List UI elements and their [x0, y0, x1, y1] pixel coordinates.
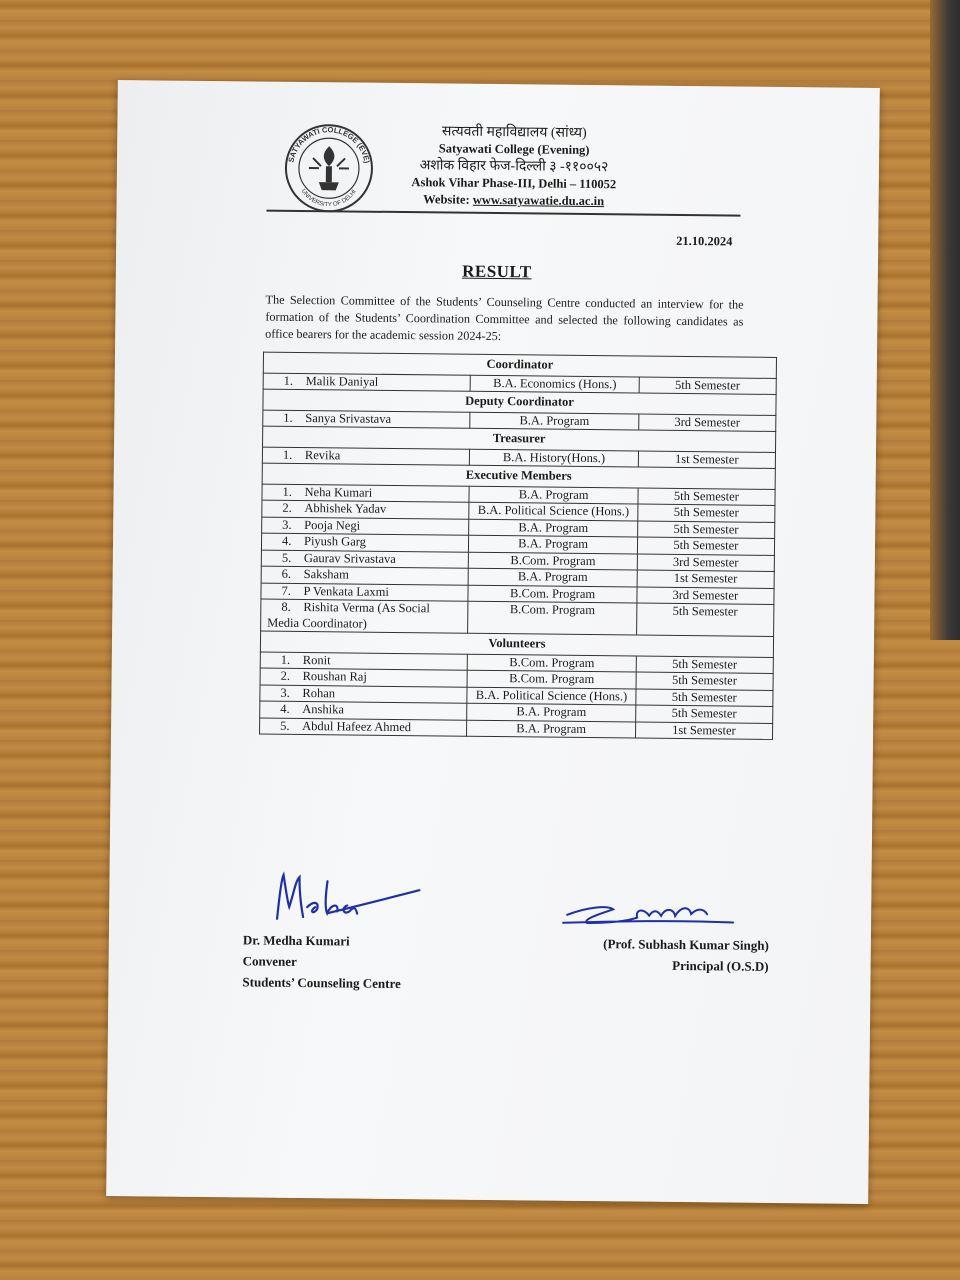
- candidate-name: Gaurav Srivastava: [303, 550, 396, 566]
- convener-block: [242, 929, 401, 994]
- row-number: 7.: [281, 583, 291, 598]
- candidate-cell: [261, 599, 469, 633]
- row-number: 6.: [281, 566, 292, 581]
- section-title: Coordinator: [263, 352, 776, 378]
- candidate-cell: [261, 583, 469, 602]
- course-cell: B.A. Program: [467, 720, 635, 738]
- semester-cell: 5th Semester: [637, 504, 774, 522]
- semester-cell: 5th Semester: [637, 521, 774, 539]
- candidate-cell: [262, 517, 470, 536]
- candidate-name: Anshika: [302, 702, 345, 717]
- website-link[interactable]: www.satyawatie.du.ac.in: [472, 192, 605, 209]
- result-table: [259, 352, 777, 740]
- subhash-signature: [557, 885, 747, 935]
- semester-cell: 5th Semester: [636, 603, 774, 636]
- candidate-cell: [260, 701, 468, 720]
- course-cell: B.Com. Program: [468, 585, 636, 603]
- semester-cell: 1st Semester: [637, 570, 774, 588]
- section-title: Volunteers: [260, 631, 773, 657]
- principal-role: Principal (O.S.D): [672, 957, 769, 974]
- row-number: 5.: [281, 550, 292, 565]
- candidate-name: Roushan Raj: [302, 669, 367, 684]
- candidate-name: Ronit: [302, 652, 331, 667]
- candidate-cell: [263, 373, 471, 392]
- course-cell: B.A. Political Science (Hons.): [469, 502, 637, 520]
- candidate-name: Piyush Garg: [303, 534, 367, 549]
- course-cell: B.Com. Program: [468, 654, 636, 672]
- candidate-cell: [263, 410, 471, 429]
- course-cell: B.Com. Program: [469, 552, 637, 570]
- course-cell: B.A. Program: [469, 486, 637, 504]
- letterhead: [379, 123, 650, 211]
- candidate-cell: [261, 550, 469, 569]
- college-address: Ashok Vihar Phase-III, Delhi – 110052: [411, 175, 617, 192]
- course-cell: B.A. Program: [469, 535, 637, 553]
- candidate-cell: [260, 718, 468, 737]
- candidate-name: Pooja Negi: [304, 517, 361, 533]
- convener-dept: Students’ Counseling Centre: [242, 974, 401, 992]
- section-title: Deputy Coordinator: [263, 389, 776, 415]
- convener-name: Dr. Medha Kumari: [242, 932, 350, 949]
- course-cell: B.A. Program: [467, 703, 635, 721]
- candidate-name: Malik Daniyal: [305, 373, 379, 389]
- candidate-cell: [261, 566, 469, 585]
- semester-cell: 3rd Semester: [637, 587, 774, 605]
- semester-cell: 5th Semester: [636, 655, 773, 673]
- course-cell: B.A. History(Hons.): [470, 449, 638, 467]
- candidate-name: Revika: [304, 447, 341, 462]
- semester-cell: 1st Semester: [638, 451, 775, 469]
- row-number: 8.: [281, 599, 291, 614]
- course-cell: B.A. Economics (Hons.): [471, 375, 639, 393]
- course-cell: B.A. Political Science (Hons.): [467, 687, 635, 705]
- website-label: Website:: [423, 192, 470, 207]
- medha-signature: [269, 867, 430, 929]
- seal-bottom-text: UNIVERSITY OF DELHI: [299, 188, 358, 209]
- candidate-name: Abdul Hafeez Ahmed: [302, 718, 412, 734]
- desk-background: [930, 0, 960, 640]
- candidate-name: Sanya Srivastava: [305, 410, 392, 426]
- college-name-hindi: सत्यवती महाविद्यालय (सांध्य): [441, 124, 587, 141]
- course-cell: B.Com. Program: [467, 670, 635, 688]
- website-line: [379, 191, 649, 211]
- principal-name: (Prof. Subhash Kumar Singh): [603, 936, 769, 953]
- course-cell: B.A. Program: [469, 568, 637, 586]
- semester-cell: 3rd Semester: [638, 414, 775, 432]
- row-number: 2.: [282, 500, 292, 515]
- semester-cell: 5th Semester: [637, 537, 774, 555]
- section-title: Treasurer: [263, 426, 776, 452]
- row-number: 1.: [280, 652, 291, 667]
- row-number: 4.: [280, 701, 290, 716]
- candidate-name: Saksham: [303, 567, 349, 582]
- semester-cell: 5th Semester: [636, 672, 773, 690]
- college-seal-icon: [282, 122, 375, 215]
- course-cell: B.Com. Program: [468, 601, 637, 635]
- row-number: 1.: [282, 484, 293, 499]
- semester-cell: 5th Semester: [635, 705, 772, 723]
- semester-cell: 3rd Semester: [637, 554, 774, 572]
- candidate-name: Rohan: [302, 685, 336, 700]
- candidate-name: Rishita Verma (As Social Media Coordinator): [267, 600, 430, 631]
- table-row: [261, 599, 774, 636]
- row-number: 2.: [280, 668, 291, 683]
- candidate-cell: [262, 500, 470, 519]
- address-hindi: अशोक विहार फेज-दिल्ली ३ -११००५२: [419, 158, 609, 176]
- convener-role: Convener: [242, 953, 297, 969]
- candidate-name: Abhishek Yadav: [304, 501, 387, 516]
- candidate-cell: [260, 652, 468, 671]
- document-title: RESULT: [462, 261, 532, 282]
- principal-block: [569, 933, 769, 977]
- result-document: [106, 80, 880, 1204]
- section-title: Executive Members: [262, 463, 775, 489]
- row-number: 1.: [283, 410, 293, 425]
- row-number: 1.: [282, 447, 293, 462]
- row-number: 3.: [282, 517, 292, 532]
- candidate-cell: [262, 447, 470, 466]
- semester-cell: 5th Semester: [636, 688, 773, 706]
- candidate-name: P Venkata Laxmi: [303, 583, 390, 599]
- candidate-cell: [262, 484, 470, 503]
- course-cell: B.A. Program: [470, 412, 638, 430]
- candidate-name: Neha Kumari: [304, 484, 373, 500]
- semester-cell: 5th Semester: [638, 488, 775, 506]
- semester-cell: 5th Semester: [639, 377, 776, 395]
- college-name: Satyawati College (Evening): [438, 141, 590, 157]
- candidate-cell: [261, 533, 469, 552]
- row-number: 3.: [280, 685, 290, 700]
- candidate-cell: [260, 685, 468, 704]
- course-cell: B.A. Program: [469, 519, 637, 537]
- intro-paragraph: The Selection Committee of the Students’ Counseling Centre conducted an interview for the formation of the Students’ Coordination Committee and selected the following candidates as office bearers for the academic session 2024-25:: [265, 292, 744, 344]
- row-number: 4.: [281, 533, 292, 548]
- semester-cell: 1st Semester: [635, 721, 772, 739]
- seal-top-text: SATYAWATI COLLEGE (EVE): [286, 125, 372, 164]
- row-number: 5.: [280, 718, 290, 733]
- document-date: 21.10.2024: [676, 233, 733, 249]
- row-number: 1.: [283, 373, 294, 388]
- candidate-cell: [260, 668, 468, 687]
